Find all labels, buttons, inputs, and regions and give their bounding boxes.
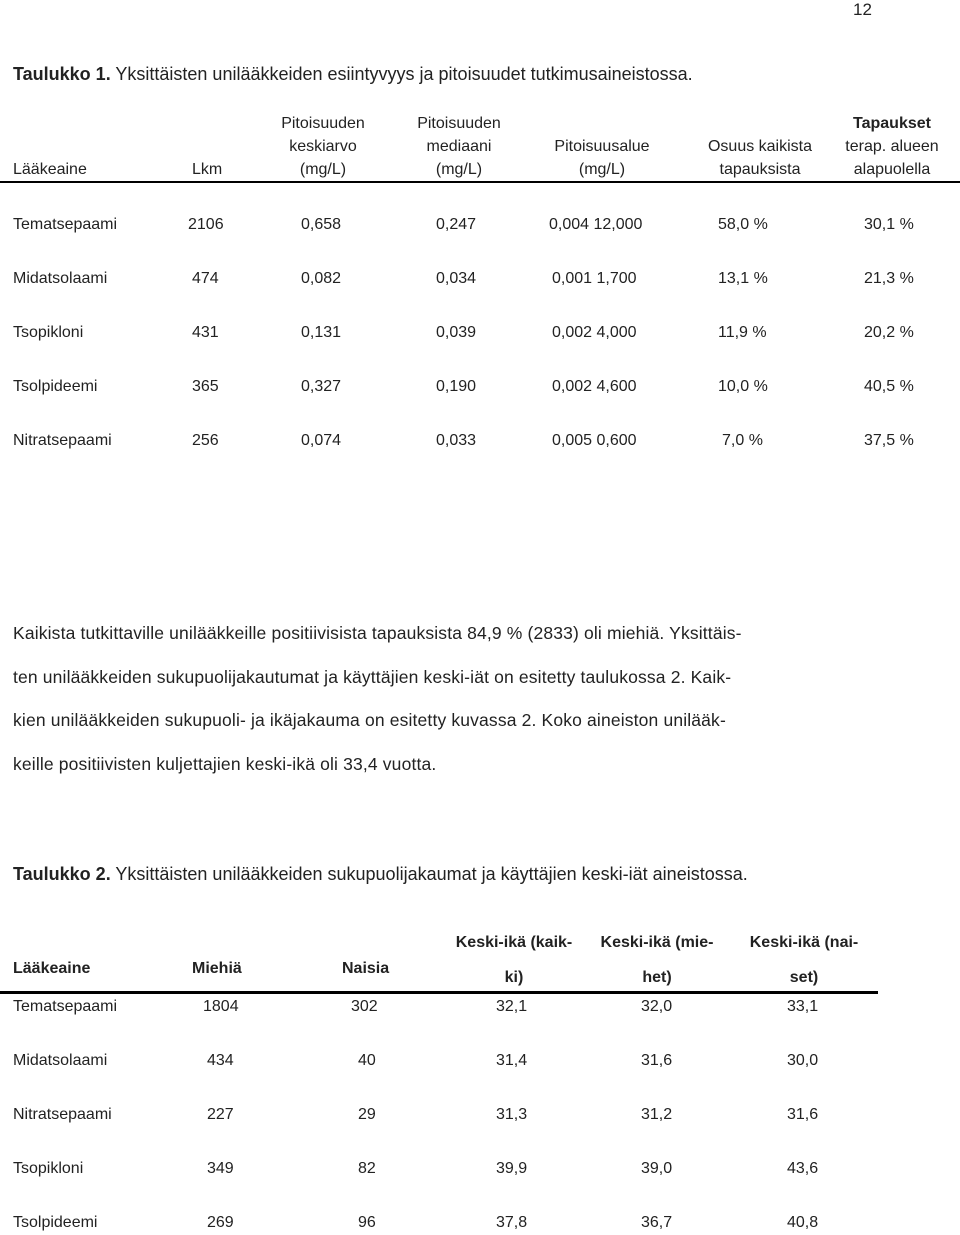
t2-cell-age-all: 31,4 xyxy=(496,1052,528,1069)
t1-cell-count: 2106 xyxy=(188,216,224,233)
t2-cell-women: 96 xyxy=(358,1214,376,1231)
page-number: 12 xyxy=(853,0,872,19)
table2-caption-text: Yksittäisten unilääkkeiden sukupuolijakaumat ja käyttäjien keski-iät aineistossa. xyxy=(115,864,748,884)
t2-cell-women: 302 xyxy=(351,998,378,1015)
paragraph-line: Kaikista tutkittaville unilääkkeille positiivisista tapauksista 84,9 % (2833) oli miehiä. Yksittäis- xyxy=(13,623,742,643)
t1-cell-median: 0,039 xyxy=(436,324,477,341)
t1-cell-below: 20,2 % xyxy=(864,324,914,341)
table2-caption-label: Taulukko 2. xyxy=(13,864,111,884)
body-paragraph xyxy=(13,612,913,786)
t1-cell-count: 474 xyxy=(192,270,219,287)
t1-cell-range: 0,005 0,600 xyxy=(552,432,637,449)
t2-header-drug: Lääkeaine xyxy=(13,960,91,977)
t2-cell-age-men: 36,7 xyxy=(641,1214,673,1231)
t1-cell-share: 11,9 % xyxy=(718,324,767,341)
t1-cell-share: 7,0 % xyxy=(722,432,763,449)
t1-cell-share: 58,0 % xyxy=(718,216,768,233)
t2-cell-age-men: 39,0 xyxy=(641,1160,673,1177)
t1-cell-share: 13,1 % xyxy=(718,270,768,287)
t1-cell-mean: 0,327 xyxy=(301,378,342,395)
table-row: Tsopikloni xyxy=(13,324,84,341)
t1-header-drug: Lääkeaine xyxy=(13,161,87,178)
table-row: Tsolpideemi xyxy=(13,378,98,395)
t1-cell-median: 0,033 xyxy=(436,432,477,449)
t2-cell-men: 227 xyxy=(207,1106,234,1123)
table1-caption xyxy=(13,64,693,85)
t1-cell-median: 0,190 xyxy=(436,378,477,395)
t2-cell-age-all: 31,3 xyxy=(496,1106,528,1123)
t1-cell-below: 30,1 % xyxy=(864,216,914,233)
table-row: Tsolpideemi xyxy=(13,1214,98,1231)
t2-cell-men: 269 xyxy=(207,1214,234,1231)
t1-header-count: Lkm xyxy=(192,161,223,178)
paragraph-line: kien unilääkkeiden sukupuoli- ja ikäjakauma on esitetty kuvassa 2. Koko aineiston unilääk- xyxy=(13,710,726,730)
t1-cell-mean: 0,131 xyxy=(301,324,342,341)
t1-cell-below: 40,5 % xyxy=(864,378,914,395)
t1-cell-range: 0,001 1,700 xyxy=(552,270,637,287)
t2-cell-age-men: 31,2 xyxy=(641,1106,673,1123)
t2-header-men: Miehiä xyxy=(192,960,242,977)
t2-cell-women: 82 xyxy=(358,1160,376,1177)
t1-cell-count: 365 xyxy=(192,378,219,395)
table1-caption-label: Taulukko 1. xyxy=(13,64,111,84)
t2-cell-women: 40 xyxy=(358,1052,376,1069)
t1-cell-median: 0,034 xyxy=(436,270,477,287)
t2-cell-men: 434 xyxy=(207,1052,234,1069)
t1-header-mean: Pitoisuuden keskiarvo (mg/L) xyxy=(281,115,365,178)
t1-cell-mean: 0,074 xyxy=(301,432,342,449)
t1-cell-count: 431 xyxy=(192,324,219,341)
t1-cell-range: 0,002 4,600 xyxy=(552,378,637,395)
t2-cell-age-all: 39,9 xyxy=(496,1160,528,1177)
table1-header-rule xyxy=(0,181,960,183)
table-row: Tematsepaami xyxy=(13,216,118,233)
table-row: Midatsolaami xyxy=(13,270,108,287)
t1-cell-mean: 0,082 xyxy=(301,270,342,287)
t1-cell-count: 256 xyxy=(192,432,219,449)
t2-cell-men: 349 xyxy=(207,1160,234,1177)
paragraph-line: keille positiivisten kuljettajien keski-ikä oli 33,4 vuotta. xyxy=(13,753,437,774)
t2-cell-age-men: 32,0 xyxy=(641,998,673,1015)
t1-cell-below: 37,5 % xyxy=(864,432,914,449)
t2-cell-women: 29 xyxy=(358,1106,376,1123)
t2-cell-age-women: 43,6 xyxy=(787,1160,819,1177)
t1-cell-range: 0,002 4,000 xyxy=(552,324,637,341)
t2-cell-men: 1804 xyxy=(203,998,239,1015)
t1-cell-share: 10,0 % xyxy=(718,378,768,395)
t2-cell-age-all: 37,8 xyxy=(496,1214,528,1231)
t2-cell-age-men: 31,6 xyxy=(641,1052,673,1069)
t2-cell-age-women: 31,6 xyxy=(787,1106,819,1123)
t1-cell-below: 21,3 % xyxy=(864,270,914,287)
t2-header-age-men: Keski-ikä (mie- het) xyxy=(600,934,714,986)
t1-header-below: Tapaukset terap. alueen alapuolella xyxy=(845,115,939,178)
t2-header-women: Naisia xyxy=(342,960,390,977)
paragraph-line: ten unilääkkeiden sukupuolijakautumat ja käyttäjien keski-iät on esitetty taulukossa 2. Kaik- xyxy=(13,666,732,687)
t1-header-range: Pitoisuusalue (mg/L) xyxy=(554,138,650,178)
t2-cell-age-women: 40,8 xyxy=(787,1214,819,1231)
table2-header-rule xyxy=(0,991,878,994)
t1-cell-range: 0,004 12,000 xyxy=(549,216,643,233)
table-row: Nitratsepaami xyxy=(13,1106,112,1123)
table-row: Tsopikloni xyxy=(13,1160,84,1177)
t1-header-share: Osuus kaikista tapauksista xyxy=(707,138,813,178)
table-row: Midatsolaami xyxy=(13,1052,108,1069)
table-row: Tematsepaami xyxy=(13,998,118,1015)
table1-caption-text: Yksittäisten unilääkkeiden esiintyvyys ja pitoisuudet tutkimusaineistossa. xyxy=(115,64,693,84)
t1-header-median: Pitoisuuden mediaani (mg/L) xyxy=(417,115,501,178)
t1-cell-mean: 0,658 xyxy=(301,216,342,233)
table2-caption xyxy=(13,864,748,885)
t2-cell-age-women: 33,1 xyxy=(787,998,819,1015)
t2-cell-age-all: 32,1 xyxy=(496,998,528,1015)
t2-cell-age-women: 30,0 xyxy=(787,1052,819,1069)
t1-cell-median: 0,247 xyxy=(436,216,477,233)
t2-header-age-women: Keski-ikä (nai- set) xyxy=(749,934,859,986)
t2-header-age-all: Keski-ikä (kaik- ki) xyxy=(455,934,573,986)
table-row: Nitratsepaami xyxy=(13,432,112,449)
